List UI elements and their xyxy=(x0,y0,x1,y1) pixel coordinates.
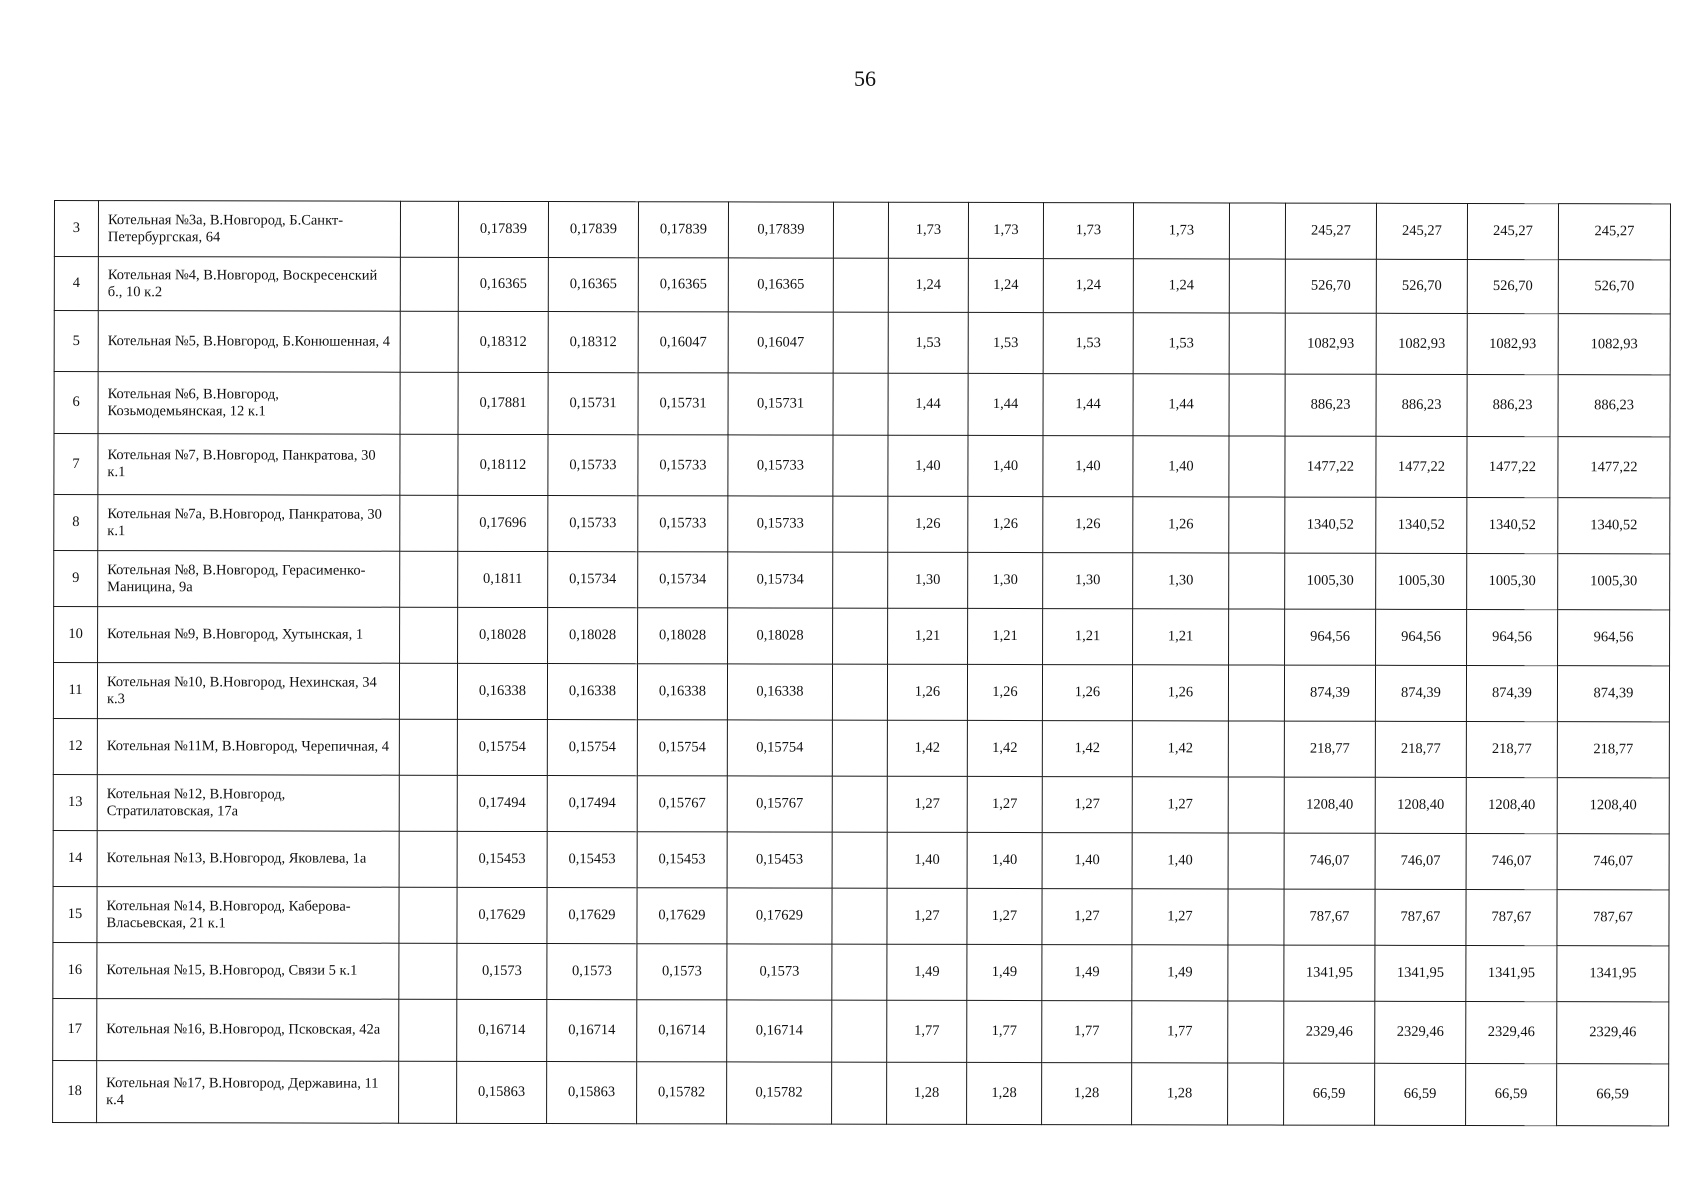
empty-cell xyxy=(1229,259,1285,313)
boiler-name-cell: Котельная №12, В.Новгород, Стратилатовская, 17а xyxy=(97,775,399,832)
value-b-cell: 1,26 xyxy=(1133,497,1229,553)
value-c-cell: 787,67 xyxy=(1466,889,1557,945)
boiler-name-cell: Котельная №8, В.Новгород, Герасименко-Маницина, 9а xyxy=(98,551,400,608)
empty-cell xyxy=(399,831,457,887)
value-a-cell: 0,15733 xyxy=(728,496,833,552)
value-c-cell: 1082,93 xyxy=(1558,314,1670,375)
value-c-cell: 787,67 xyxy=(1375,889,1466,945)
empty-cell xyxy=(1228,945,1284,1001)
value-c-cell: 1208,40 xyxy=(1466,777,1557,833)
value-a-cell: 0,17839 xyxy=(728,202,833,258)
value-a-cell: 0,15754 xyxy=(457,719,547,775)
boiler-name-cell: Котельная №14, В.Новгород, Каберова-Власьевская, 21 к.1 xyxy=(97,887,399,944)
value-b-cell: 1,40 xyxy=(1132,833,1228,889)
value-c-cell: 886,23 xyxy=(1467,374,1558,436)
value-b-cell: 1,27 xyxy=(1042,889,1132,945)
value-a-cell: 0,17881 xyxy=(458,372,548,434)
value-b-cell: 1,53 xyxy=(1043,313,1133,374)
row-number-cell: 3 xyxy=(54,201,98,257)
row-number-cell: 11 xyxy=(53,663,97,719)
value-c-cell: 1477,22 xyxy=(1467,436,1558,497)
empty-cell xyxy=(832,664,887,720)
value-b-cell: 1,73 xyxy=(1133,203,1229,259)
value-c-cell: 2329,46 xyxy=(1466,1001,1557,1063)
empty-cell xyxy=(1229,609,1285,665)
empty-cell xyxy=(399,775,457,831)
value-a-cell: 0,16338 xyxy=(547,664,637,720)
empty-cell xyxy=(832,888,887,944)
value-b-cell: 1,26 xyxy=(887,664,967,720)
boiler-name-cell: Котельная №16, В.Новгород, Псковская, 42а xyxy=(97,999,399,1062)
value-b-cell: 1,49 xyxy=(967,944,1042,1000)
value-b-cell: 1,40 xyxy=(888,435,968,496)
value-b-cell: 1,44 xyxy=(1133,374,1229,436)
empty-cell xyxy=(400,495,458,551)
value-c-cell: 245,27 xyxy=(1558,204,1670,260)
value-b-cell: 1,24 xyxy=(1133,259,1229,313)
value-b-cell: 1,27 xyxy=(887,888,967,944)
value-b-cell: 1,73 xyxy=(1043,203,1133,259)
empty-cell xyxy=(1228,1001,1284,1063)
value-c-cell: 1082,93 xyxy=(1285,313,1376,374)
value-c-cell: 1477,22 xyxy=(1376,436,1467,497)
value-a-cell: 0,15754 xyxy=(547,720,637,776)
value-a-cell: 0,17696 xyxy=(458,495,548,551)
value-a-cell: 0,15754 xyxy=(727,720,832,776)
value-a-cell: 0,15731 xyxy=(728,373,833,435)
value-c-cell: 1208,40 xyxy=(1284,777,1375,833)
value-c-cell: 886,23 xyxy=(1558,375,1670,437)
table-row xyxy=(54,372,1670,437)
value-a-cell: 0,15734 xyxy=(638,552,728,608)
table-body xyxy=(53,201,1671,1126)
value-b-cell: 1,21 xyxy=(888,608,968,664)
value-b-cell: 1,42 xyxy=(1042,721,1132,777)
value-b-cell: 1,40 xyxy=(1043,436,1133,497)
empty-cell xyxy=(1228,777,1284,833)
value-b-cell: 1,26 xyxy=(1043,497,1133,553)
empty-cell xyxy=(833,496,888,552)
value-a-cell: 0,16714 xyxy=(727,1000,832,1062)
value-c-cell: 964,56 xyxy=(1376,609,1467,665)
value-a-cell: 0,18312 xyxy=(458,311,548,372)
value-a-cell: 0,15453 xyxy=(457,831,547,887)
empty-cell xyxy=(1228,721,1284,777)
value-b-cell: 1,77 xyxy=(1042,1001,1132,1063)
table-row xyxy=(54,311,1670,375)
value-c-cell: 787,67 xyxy=(1284,889,1375,945)
value-a-cell: 0,16047 xyxy=(728,312,833,373)
value-b-cell: 1,27 xyxy=(967,776,1042,832)
value-a-cell: 0,16365 xyxy=(638,258,728,312)
value-b-cell: 1,28 xyxy=(967,1062,1042,1124)
value-a-cell: 0,16365 xyxy=(548,258,638,312)
empty-cell xyxy=(1229,203,1285,259)
value-a-cell: 0,15453 xyxy=(637,832,727,888)
value-c-cell: 66,59 xyxy=(1466,1063,1557,1125)
value-a-cell: 0,15754 xyxy=(637,720,727,776)
value-a-cell: 0,17494 xyxy=(547,776,637,832)
value-a-cell: 0,17839 xyxy=(458,201,548,257)
row-number-cell: 5 xyxy=(54,311,98,372)
value-c-cell: 526,70 xyxy=(1376,259,1467,313)
empty-cell xyxy=(399,663,457,719)
value-b-cell: 1,28 xyxy=(1132,1063,1228,1125)
value-c-cell: 1005,30 xyxy=(1376,553,1467,609)
value-a-cell: 0,16365 xyxy=(458,257,548,311)
value-c-cell: 1340,52 xyxy=(1285,497,1376,553)
empty-cell xyxy=(832,720,887,776)
boiler-name-cell: Котельная №5, В.Новгород, Б.Конюшенная, 4 xyxy=(98,311,400,373)
value-c-cell: 746,07 xyxy=(1466,833,1557,889)
empty-cell xyxy=(400,372,458,434)
value-b-cell: 1,30 xyxy=(888,552,968,608)
value-a-cell: 0,16714 xyxy=(547,1000,637,1062)
value-b-cell: 1,28 xyxy=(887,1062,967,1124)
boiler-name-cell: Котельная №17, В.Новгород, Державина, 11 к.4 xyxy=(97,1061,399,1124)
table-row xyxy=(53,1060,1669,1125)
value-a-cell: 0,15782 xyxy=(727,1062,832,1124)
row-number-cell: 13 xyxy=(53,774,97,830)
value-a-cell: 0,18028 xyxy=(458,607,548,663)
value-b-cell: 1,44 xyxy=(888,373,968,435)
value-c-cell: 874,39 xyxy=(1557,666,1669,722)
value-a-cell: 0,16714 xyxy=(457,999,547,1061)
value-c-cell: 746,07 xyxy=(1375,833,1466,889)
value-b-cell: 1,44 xyxy=(1043,374,1133,436)
value-a-cell: 0,15734 xyxy=(548,552,638,608)
value-a-cell: 0,18312 xyxy=(548,312,638,373)
empty-cell xyxy=(1229,313,1285,374)
value-b-cell: 1,77 xyxy=(887,1000,967,1062)
value-c-cell: 1477,22 xyxy=(1558,437,1670,498)
value-a-cell: 0,16338 xyxy=(727,664,832,720)
value-c-cell: 218,77 xyxy=(1466,721,1557,777)
row-number-cell: 14 xyxy=(53,830,97,886)
value-c-cell: 218,77 xyxy=(1375,721,1466,777)
value-b-cell: 1,30 xyxy=(1133,553,1229,609)
value-b-cell: 1,42 xyxy=(887,720,967,776)
boiler-name-cell: Котельная №11М, В.Новгород, Черепичная, 4 xyxy=(97,719,399,776)
row-number-cell: 9 xyxy=(54,551,98,607)
row-number-cell: 7 xyxy=(54,434,98,495)
value-b-cell: 1,53 xyxy=(1133,313,1229,374)
value-c-cell: 746,07 xyxy=(1284,833,1375,889)
boiler-name-cell: Котельная №10, В.Новгород, Нехинская, 34 к.3 xyxy=(97,663,399,720)
value-a-cell: 0,15734 xyxy=(728,552,833,608)
empty-cell xyxy=(400,551,458,607)
empty-cell xyxy=(399,1061,457,1123)
value-c-cell: 526,70 xyxy=(1467,259,1558,313)
empty-cell xyxy=(1228,833,1284,889)
value-b-cell: 1,53 xyxy=(888,312,968,373)
value-a-cell: 0,17629 xyxy=(547,888,637,944)
value-b-cell: 1,27 xyxy=(887,776,967,832)
value-c-cell: 1005,30 xyxy=(1467,553,1558,609)
value-b-cell: 1,77 xyxy=(1132,1001,1228,1063)
empty-cell xyxy=(832,944,887,1000)
value-a-cell: 0,16365 xyxy=(728,258,833,312)
empty-cell xyxy=(832,1062,887,1124)
empty-cell xyxy=(400,257,458,311)
value-a-cell: 0,16714 xyxy=(637,1000,727,1062)
boiler-name-cell: Котельная №13, В.Новгород, Яковлева, 1а xyxy=(97,831,399,888)
table-row xyxy=(54,495,1670,554)
empty-cell xyxy=(399,943,457,999)
value-b-cell: 1,24 xyxy=(1043,259,1133,313)
empty-cell xyxy=(832,832,887,888)
empty-cell xyxy=(1229,497,1285,553)
value-c-cell: 218,77 xyxy=(1557,722,1669,778)
page-number: 56 xyxy=(854,66,876,91)
boiler-name-cell: Котельная №3а, В.Новгород, Б.Санкт-Петербургская, 64 xyxy=(98,201,400,258)
value-b-cell: 1,49 xyxy=(1132,945,1228,1001)
value-b-cell: 1,30 xyxy=(1043,553,1133,609)
value-a-cell: 0,15453 xyxy=(727,832,832,888)
row-number-cell: 6 xyxy=(54,372,98,434)
value-c-cell: 1082,93 xyxy=(1467,313,1558,374)
row-number-cell: 4 xyxy=(54,257,98,311)
empty-cell xyxy=(1229,436,1285,497)
value-c-cell: 218,77 xyxy=(1284,721,1375,777)
value-a-cell: 0,1811 xyxy=(458,551,548,607)
value-a-cell: 0,18112 xyxy=(458,434,548,495)
value-a-cell: 0,17839 xyxy=(548,202,638,258)
table-row xyxy=(53,663,1669,722)
value-c-cell: 1208,40 xyxy=(1375,777,1466,833)
table-row xyxy=(53,998,1669,1063)
table-row xyxy=(53,718,1669,777)
value-c-cell: 2329,46 xyxy=(1284,1001,1375,1063)
value-a-cell: 0,17629 xyxy=(457,887,547,943)
value-a-cell: 0,15731 xyxy=(638,373,728,435)
value-c-cell: 874,39 xyxy=(1466,665,1557,721)
empty-cell xyxy=(833,552,888,608)
row-number-cell: 8 xyxy=(54,495,98,551)
value-b-cell: 1,53 xyxy=(968,312,1043,373)
table-row xyxy=(54,607,1670,666)
value-a-cell: 0,16338 xyxy=(457,663,547,719)
value-c-cell: 1341,95 xyxy=(1466,945,1557,1001)
value-b-cell: 1,28 xyxy=(1042,1063,1132,1125)
value-c-cell: 66,59 xyxy=(1284,1063,1375,1125)
value-b-cell: 1,27 xyxy=(1042,777,1132,833)
value-c-cell: 66,59 xyxy=(1557,1064,1669,1126)
value-a-cell: 0,17494 xyxy=(457,775,547,831)
value-b-cell: 1,40 xyxy=(1133,436,1229,497)
table-row xyxy=(54,551,1670,610)
value-a-cell: 0,18028 xyxy=(548,608,638,664)
value-c-cell: 1082,93 xyxy=(1376,313,1467,374)
value-a-cell: 0,15767 xyxy=(727,776,832,832)
value-a-cell: 0,15733 xyxy=(548,435,638,496)
value-a-cell: 0,16047 xyxy=(638,312,728,373)
boiler-name-cell: Котельная №15, В.Новгород, Связи 5 к.1 xyxy=(97,943,399,1000)
value-a-cell: 0,1573 xyxy=(637,944,727,1000)
value-c-cell: 66,59 xyxy=(1375,1063,1466,1125)
row-number-cell: 15 xyxy=(53,886,97,942)
empty-cell xyxy=(399,887,457,943)
value-c-cell: 1340,52 xyxy=(1467,497,1558,553)
table-row xyxy=(53,774,1669,833)
row-number-cell: 10 xyxy=(54,607,98,663)
empty-cell xyxy=(1229,553,1285,609)
value-b-cell: 1,49 xyxy=(1042,945,1132,1001)
value-a-cell: 0,1573 xyxy=(547,944,637,1000)
empty-cell xyxy=(1228,889,1284,945)
value-c-cell: 2329,46 xyxy=(1375,1001,1466,1063)
value-b-cell: 1,42 xyxy=(967,720,1042,776)
table-row xyxy=(53,886,1669,945)
value-b-cell: 1,40 xyxy=(967,832,1042,888)
value-c-cell: 1341,95 xyxy=(1375,945,1466,1001)
value-a-cell: 0,15863 xyxy=(457,1061,547,1123)
value-b-cell: 1,21 xyxy=(1043,609,1133,665)
value-c-cell: 964,56 xyxy=(1285,609,1376,665)
value-a-cell: 0,18028 xyxy=(638,608,728,664)
empty-cell xyxy=(400,434,458,495)
empty-cell xyxy=(833,608,888,664)
value-b-cell: 1,26 xyxy=(1132,665,1228,721)
value-b-cell: 1,27 xyxy=(1132,777,1228,833)
value-a-cell: 0,15863 xyxy=(547,1062,637,1124)
empty-cell xyxy=(832,1000,887,1062)
value-c-cell: 874,39 xyxy=(1284,665,1375,721)
value-a-cell: 0,1573 xyxy=(727,944,832,1000)
empty-cell xyxy=(400,607,458,663)
value-a-cell: 0,15733 xyxy=(638,496,728,552)
value-c-cell: 964,56 xyxy=(1467,609,1558,665)
empty-cell xyxy=(833,373,888,435)
value-a-cell: 0,1573 xyxy=(457,943,547,999)
value-c-cell: 1208,40 xyxy=(1557,778,1669,834)
table-row xyxy=(53,830,1669,889)
value-c-cell: 1005,30 xyxy=(1285,553,1376,609)
row-number-cell: 18 xyxy=(53,1060,97,1122)
table-row xyxy=(54,434,1670,498)
value-a-cell: 0,15733 xyxy=(728,435,833,496)
value-a-cell: 0,17629 xyxy=(637,888,727,944)
boiler-name-cell: Котельная №7а, В.Новгород, Панкратова, 30 к.1 xyxy=(98,495,400,552)
tariff-table xyxy=(52,200,1671,1126)
value-a-cell: 0,15453 xyxy=(547,832,637,888)
value-b-cell: 1,73 xyxy=(968,202,1043,258)
value-c-cell: 874,39 xyxy=(1375,665,1466,721)
table-row xyxy=(54,257,1670,314)
table-row xyxy=(53,942,1669,1001)
value-c-cell: 1341,95 xyxy=(1557,946,1669,1002)
value-b-cell: 1,26 xyxy=(967,664,1042,720)
value-c-cell: 964,56 xyxy=(1558,610,1670,666)
value-b-cell: 1,30 xyxy=(968,552,1043,608)
empty-cell xyxy=(833,258,888,312)
value-c-cell: 245,27 xyxy=(1285,203,1376,259)
row-number-cell: 16 xyxy=(53,942,97,998)
empty-cell xyxy=(400,311,458,372)
value-b-cell: 1,26 xyxy=(968,496,1043,552)
value-b-cell: 1,27 xyxy=(967,888,1042,944)
value-b-cell: 1,49 xyxy=(887,944,967,1000)
value-c-cell: 1477,22 xyxy=(1285,436,1376,497)
boiler-name-cell: Котельная №6, В.Новгород, Козьмодемьянская, 12 к.1 xyxy=(98,372,400,435)
value-b-cell: 1,21 xyxy=(1133,609,1229,665)
value-c-cell: 886,23 xyxy=(1285,374,1376,436)
value-b-cell: 1,40 xyxy=(1042,833,1132,889)
value-a-cell: 0,15782 xyxy=(637,1062,727,1124)
value-a-cell: 0,17839 xyxy=(638,202,728,258)
value-a-cell: 0,15733 xyxy=(548,496,638,552)
value-b-cell: 1,26 xyxy=(888,496,968,552)
value-b-cell: 1,24 xyxy=(968,258,1043,312)
value-c-cell: 1005,30 xyxy=(1558,554,1670,610)
row-number-cell: 12 xyxy=(53,718,97,774)
value-c-cell: 245,27 xyxy=(1376,203,1467,259)
value-b-cell: 1,27 xyxy=(1132,889,1228,945)
value-b-cell: 1,24 xyxy=(888,258,968,312)
boiler-name-cell: Котельная №7, В.Новгород, Панкратова, 30 к.1 xyxy=(98,434,400,496)
empty-cell xyxy=(833,312,888,373)
empty-cell xyxy=(399,999,457,1061)
value-c-cell: 746,07 xyxy=(1557,834,1669,890)
row-number-cell: 17 xyxy=(53,998,97,1060)
empty-cell xyxy=(833,435,888,496)
value-b-cell: 1,40 xyxy=(968,435,1043,496)
value-c-cell: 2329,46 xyxy=(1557,1002,1669,1064)
boiler-name-cell: Котельная №4, В.Новгород, Воскресенский б., 10 к.2 xyxy=(98,257,400,312)
value-c-cell: 245,27 xyxy=(1467,203,1558,259)
empty-cell xyxy=(833,202,888,258)
value-a-cell: 0,17629 xyxy=(727,888,832,944)
empty-cell xyxy=(1228,1063,1284,1125)
value-c-cell: 526,70 xyxy=(1285,259,1376,313)
value-b-cell: 1,77 xyxy=(967,1000,1042,1062)
value-c-cell: 1341,95 xyxy=(1284,945,1375,1001)
empty-cell xyxy=(400,201,458,257)
boiler-name-cell: Котельная №9, В.Новгород, Хутынская, 1 xyxy=(98,607,400,664)
value-b-cell: 1,73 xyxy=(888,202,968,258)
value-c-cell: 1340,52 xyxy=(1376,497,1467,553)
value-b-cell: 1,40 xyxy=(887,832,967,888)
table-row xyxy=(54,201,1670,260)
value-a-cell: 0,18028 xyxy=(728,608,833,664)
value-c-cell: 1340,52 xyxy=(1558,498,1670,554)
empty-cell xyxy=(399,719,457,775)
value-b-cell: 1,42 xyxy=(1132,721,1228,777)
empty-cell xyxy=(832,776,887,832)
value-c-cell: 526,70 xyxy=(1558,260,1670,314)
value-a-cell: 0,15767 xyxy=(637,776,727,832)
value-a-cell: 0,15731 xyxy=(548,373,638,435)
value-c-cell: 787,67 xyxy=(1557,890,1669,946)
value-a-cell: 0,16338 xyxy=(637,664,727,720)
value-c-cell: 886,23 xyxy=(1376,374,1467,436)
value-b-cell: 1,26 xyxy=(1042,665,1132,721)
value-b-cell: 1,44 xyxy=(968,373,1043,435)
value-a-cell: 0,15733 xyxy=(638,435,728,496)
table-sheet xyxy=(52,200,1670,1126)
value-b-cell: 1,21 xyxy=(968,608,1043,664)
empty-cell xyxy=(1228,665,1284,721)
empty-cell xyxy=(1229,374,1285,436)
